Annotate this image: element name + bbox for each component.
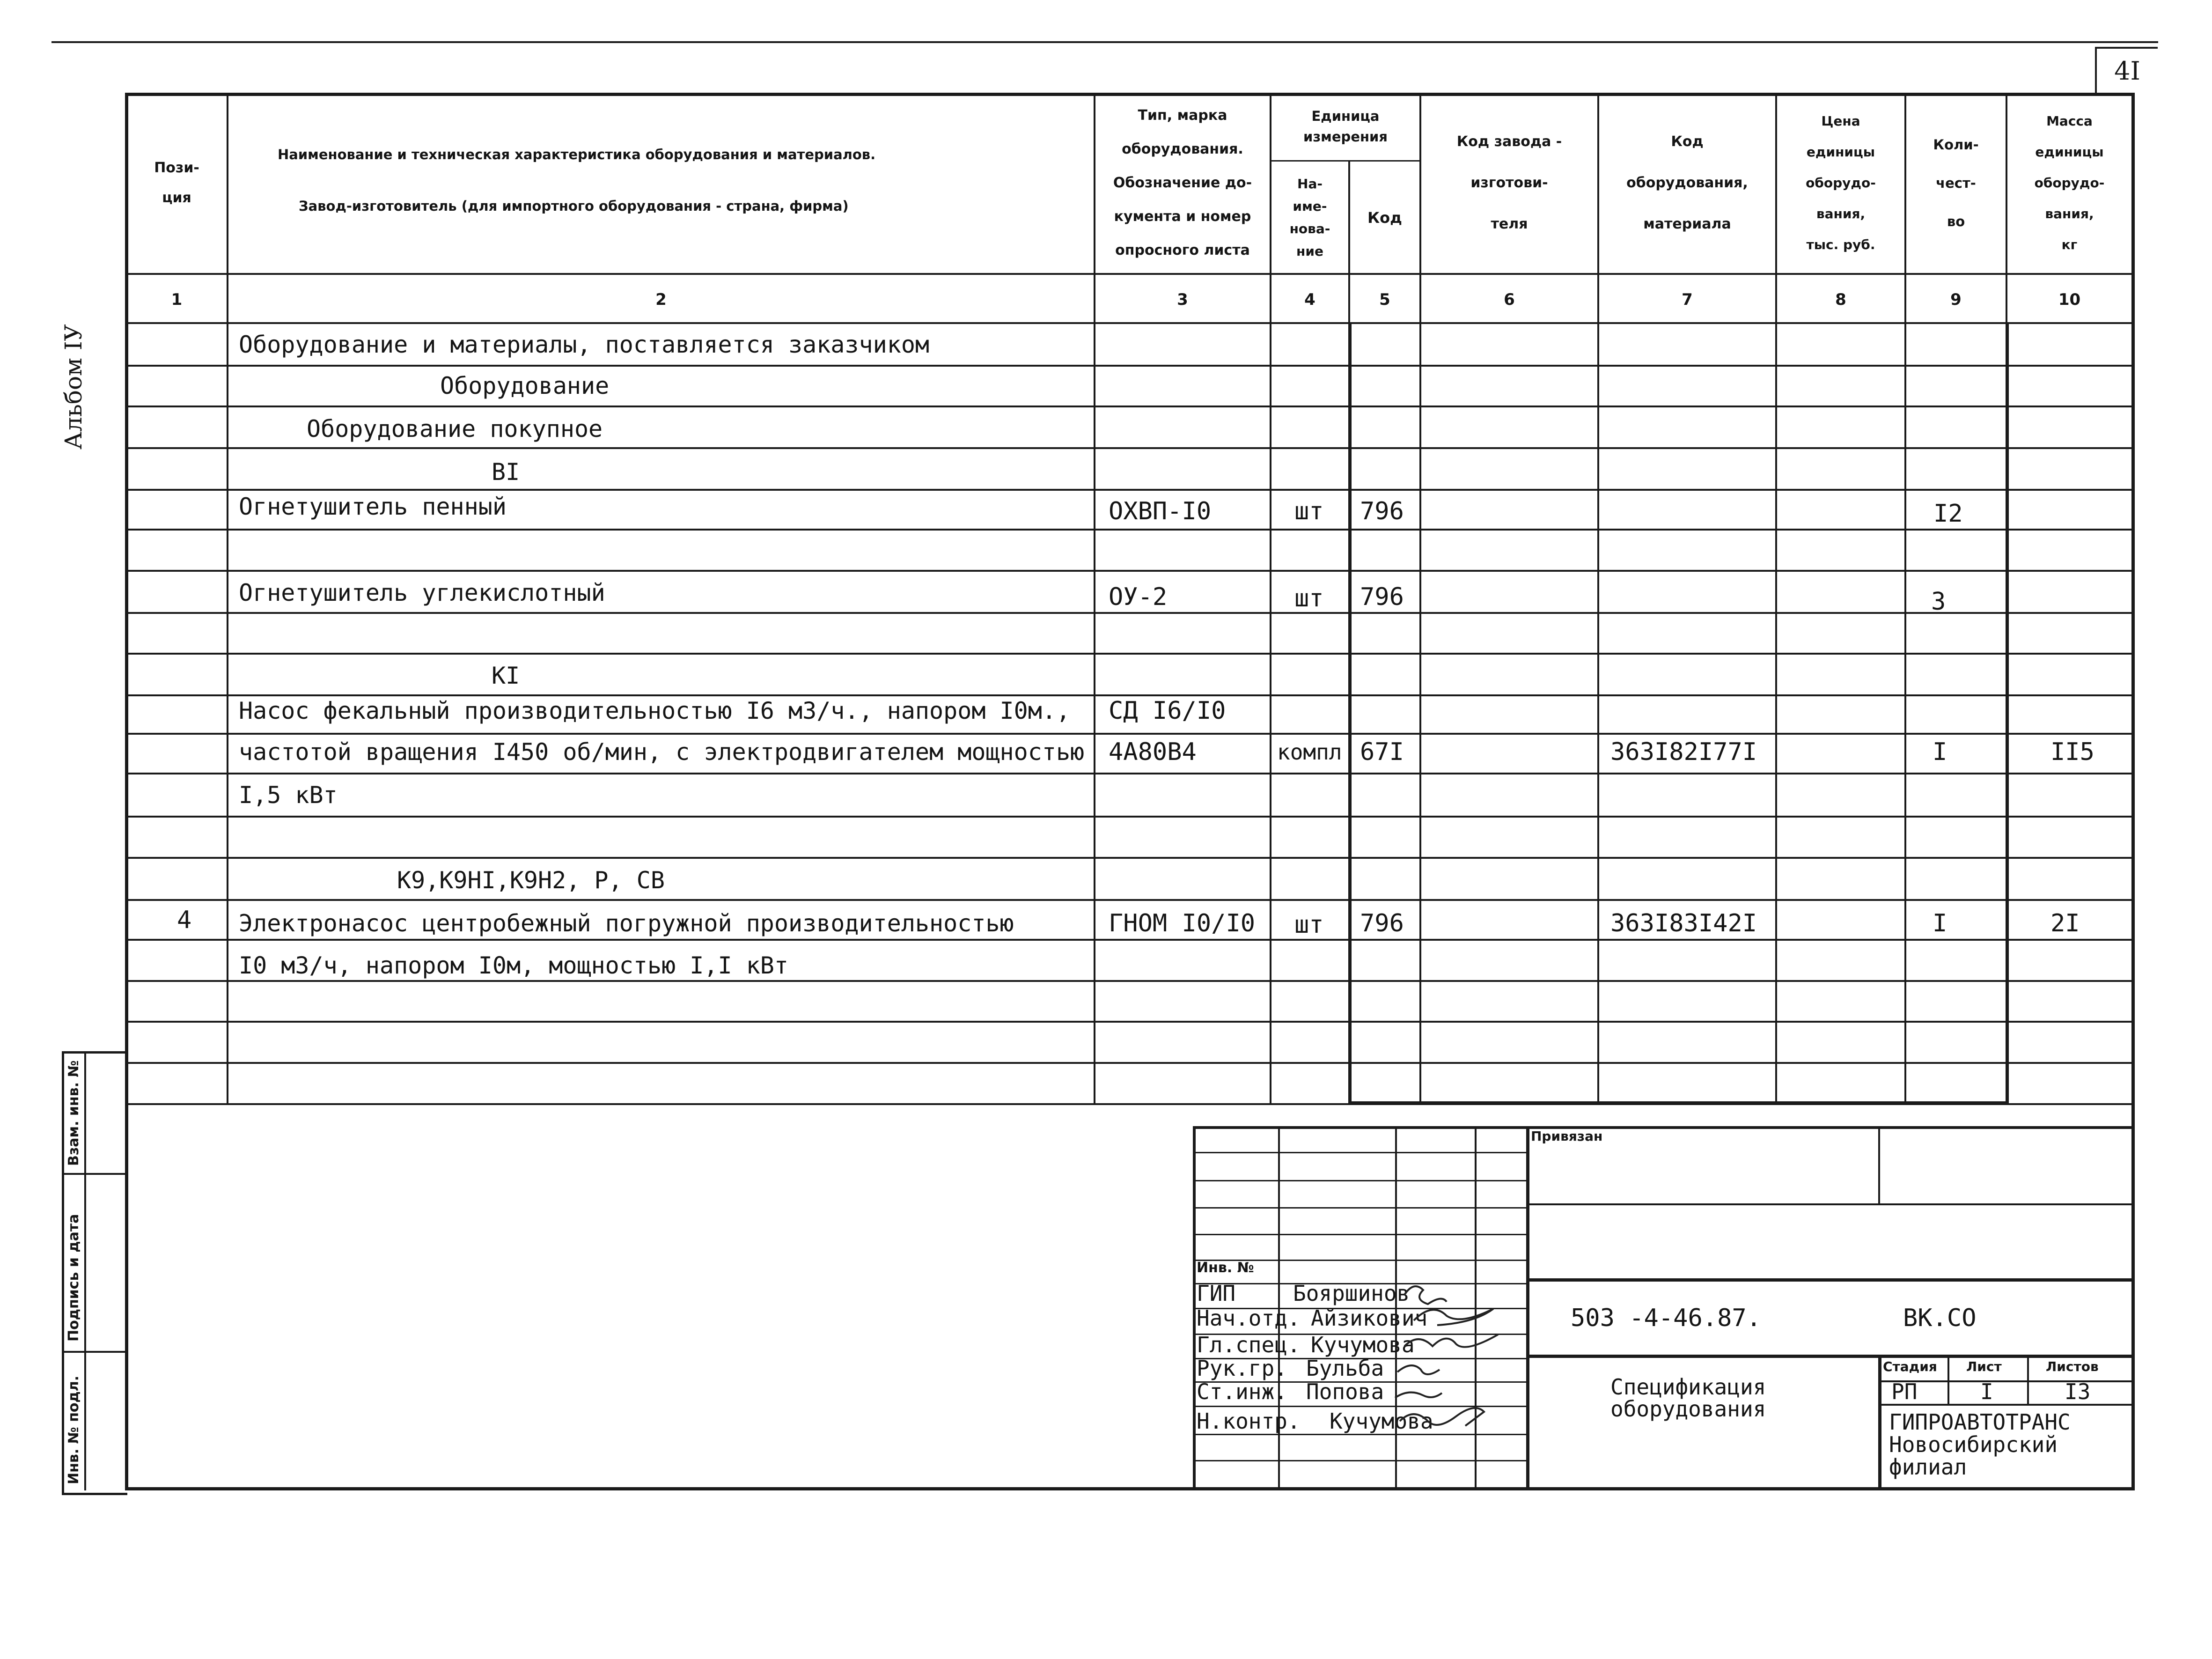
- name-st-inzh: Попова: [1306, 1379, 1384, 1404]
- colnum-1: 1: [171, 290, 183, 309]
- hdr-name-line2: Завод-изготовитель (для импортного оборудования - страна, фирма): [299, 198, 849, 214]
- org-line2: Новосибирский: [1889, 1432, 2058, 1457]
- unit-group-divider: [1270, 160, 1419, 162]
- inner-block-right: [2006, 322, 2009, 1105]
- row-line: [125, 773, 2133, 774]
- tb-h-right: [1526, 1278, 2131, 1282]
- org-line1: ГИПРОАВТОТРАНС: [1889, 1409, 2071, 1435]
- tb-v-right: [1878, 1355, 1881, 1487]
- stage-label: Стадия: [1883, 1359, 1937, 1374]
- org-line3: филиал: [1889, 1454, 1967, 1480]
- role-gl-spec: Гл.спец.: [1197, 1332, 1301, 1357]
- row-10-mass: II5: [2050, 738, 2094, 766]
- tb-h: [1193, 1234, 1526, 1235]
- row-15-name: I0 м3/ч, напором I0м, мощностью I,I кВт: [239, 952, 788, 979]
- header-bottom: [125, 273, 2133, 275]
- row-4-qty: I2: [1933, 500, 1963, 528]
- row-line: [125, 570, 2133, 572]
- inv-no-label: Инв. №: [1197, 1260, 1254, 1276]
- row-line: [125, 899, 2133, 901]
- row-14-equip-code: 363I83I42I: [1610, 909, 1757, 937]
- title-line2: оборудования: [1610, 1396, 1766, 1422]
- table-bottom: [125, 1103, 2133, 1105]
- colnum-8: 8: [1835, 290, 1846, 309]
- row-6-type: ОУ-2: [1109, 583, 1168, 611]
- top-rule: [51, 41, 2158, 43]
- row-4-name: Огнетушитель пенный: [239, 493, 507, 520]
- stage-value: РП: [1891, 1379, 1918, 1404]
- role-nach-otd: Нач.отд.: [1197, 1305, 1301, 1331]
- side-inv-podl: Инв. № подл.: [66, 1375, 82, 1484]
- row-6-name: Огнетушитель углекислотный: [239, 579, 605, 606]
- hdr-name: [228, 93, 1094, 273]
- hdr-unit-name: На- име- нова- ние: [1289, 176, 1330, 259]
- row-2-name: Оборудование покупное: [307, 415, 603, 442]
- side-stamp-divider: [84, 1051, 86, 1490]
- row-14-name: Электронасос центробежный погружной производительностью: [239, 910, 1014, 937]
- sheets-label: Листов: [2046, 1359, 2099, 1374]
- hdr-price: Цена единицы оборудо- вания, тыс. руб.: [1806, 113, 1876, 252]
- row-6-unit: шт: [1294, 584, 1324, 612]
- row-9-name: Насос фекальный производительностью I6 м3/ч., напором I0м.,: [239, 697, 1071, 724]
- row-line: [125, 857, 2133, 859]
- row-line: [125, 1021, 2133, 1023]
- row-line: [125, 816, 2133, 818]
- sheet-value: I: [1980, 1379, 1993, 1404]
- signatures-drawing: [1386, 1271, 1526, 1449]
- tb-privyazan-divider: [1878, 1126, 1880, 1203]
- row-1-name: Оборудование: [440, 372, 610, 399]
- album-label: Альбом IУ: [60, 324, 87, 450]
- side-vzam: Взам. инв. №: [66, 1060, 82, 1166]
- title-line1: Спецификация: [1610, 1374, 1766, 1400]
- tb-h-right: [1526, 1203, 2131, 1205]
- hdr-type: Тип, марка оборудования. Обозначение до- кумента и номер опросного листа: [1113, 107, 1252, 258]
- row-6-code: 796: [1360, 583, 1404, 611]
- tb-h: [1193, 1152, 1526, 1153]
- tb-v4: [1526, 1126, 1529, 1487]
- row-10-type: 4А80В4: [1109, 738, 1197, 766]
- privyazan-label: Привязан: [1531, 1128, 1603, 1144]
- row-9-type: СД I6/I0: [1109, 697, 1226, 725]
- side-stamp-row2: [62, 1351, 125, 1353]
- row-10-code: 67I: [1360, 738, 1404, 766]
- row-4-unit: шт: [1294, 497, 1324, 525]
- row-10-unit: компл: [1277, 739, 1342, 765]
- row-10-qty: I: [1933, 738, 1947, 766]
- row-3-name: BI: [492, 458, 520, 486]
- colnum-5: 5: [1379, 290, 1390, 309]
- hdr-position: Пози- ция: [154, 159, 199, 206]
- name-n-kontr: Кучумова: [1330, 1408, 1433, 1434]
- row-line: [125, 406, 2133, 407]
- row-14-unit: шт: [1294, 911, 1324, 939]
- row-11-name: I,5 кВт: [239, 782, 338, 809]
- row-14-type: ГНОМ I0/I0: [1109, 909, 1256, 937]
- row-6-qty: 3: [1931, 588, 1946, 616]
- colnum-4: 4: [1304, 290, 1315, 309]
- tb-h: [1193, 1460, 1526, 1461]
- row-0-name: Оборудование и материалы, поставляется заказчиком: [239, 331, 930, 358]
- hdr-unit-code: Код: [1367, 208, 1402, 227]
- hdr-mass: Масса единицы оборудо- вания, кг: [2034, 113, 2105, 252]
- row-10-equip-code: 363I82I77I: [1610, 738, 1757, 766]
- hdr-name-line1: Наименование и техническая характеристика оборудования и материалов.: [278, 147, 876, 162]
- row-8-name: КI: [492, 662, 520, 689]
- role-n-kontr: Н.контр.: [1197, 1408, 1301, 1434]
- row-14-pos: 4: [177, 906, 192, 934]
- row-13-name: К9,К9НI,К9Н2, Р, СВ: [397, 867, 665, 894]
- name-ruk-gr: Бульба: [1306, 1356, 1384, 1381]
- colnum-10: 10: [2058, 290, 2081, 309]
- sheet-label: Лист: [1966, 1359, 2002, 1374]
- inner-block-left: [1348, 322, 1352, 1105]
- tb-v-right: [1947, 1355, 1949, 1404]
- sheet-number-box: [2095, 47, 2158, 94]
- name-gip: Бояршинов: [1293, 1281, 1410, 1306]
- hdr-equip-code: Код оборудования, материала: [1626, 133, 1748, 232]
- row-14-code: 796: [1360, 909, 1404, 937]
- row-line: [125, 653, 2133, 655]
- colnum-2: 2: [655, 290, 667, 309]
- tb-h-right: [1526, 1355, 2131, 1358]
- tb-h: [1193, 1180, 1526, 1181]
- row-line: [125, 1062, 2133, 1064]
- row-line: [125, 365, 2133, 367]
- hdr-plant-code: Код завода - изготови- теля: [1456, 133, 1562, 232]
- hdr-unit-group: Единица измерения: [1303, 108, 1388, 145]
- side-stamp-row1: [62, 1173, 125, 1175]
- sheets-value: I3: [2065, 1379, 2091, 1404]
- colnum-7: 7: [1682, 290, 1693, 309]
- row-14-qty: I: [1933, 909, 1947, 937]
- colnum-bottom: [125, 322, 2133, 324]
- doc-code: 503 -4-46.87.: [1571, 1304, 1761, 1332]
- role-ruk-gr: Рук.гр.: [1197, 1356, 1287, 1381]
- tb-h: [1193, 1207, 1526, 1209]
- name-gl-spec: Кучумова: [1311, 1332, 1415, 1357]
- colnum-3: 3: [1177, 290, 1188, 309]
- row-4-type: ОХВП-I0: [1109, 497, 1212, 525]
- role-st-inzh: Ст.инж.: [1197, 1379, 1287, 1404]
- hdr-quantity: Коли- чест- во: [1933, 136, 1979, 229]
- colnum-6: 6: [1504, 290, 1515, 309]
- tb-v-right: [2027, 1355, 2029, 1404]
- role-gip: ГИП: [1197, 1281, 1236, 1306]
- doc-mark: ВК.СО: [1903, 1304, 1977, 1332]
- side-podpis: Подпись и дата: [66, 1214, 82, 1342]
- row-14-mass: 2I: [2050, 909, 2080, 937]
- row-4-code: 796: [1360, 497, 1404, 525]
- colnum-9: 9: [1950, 290, 1962, 309]
- name-nach-otd: Айзикович: [1311, 1305, 1428, 1331]
- row-10-name: частотой вращения I450 об/мин, с электродвигателем мощностью: [239, 738, 1085, 766]
- sheet-number: 4I: [2114, 56, 2140, 86]
